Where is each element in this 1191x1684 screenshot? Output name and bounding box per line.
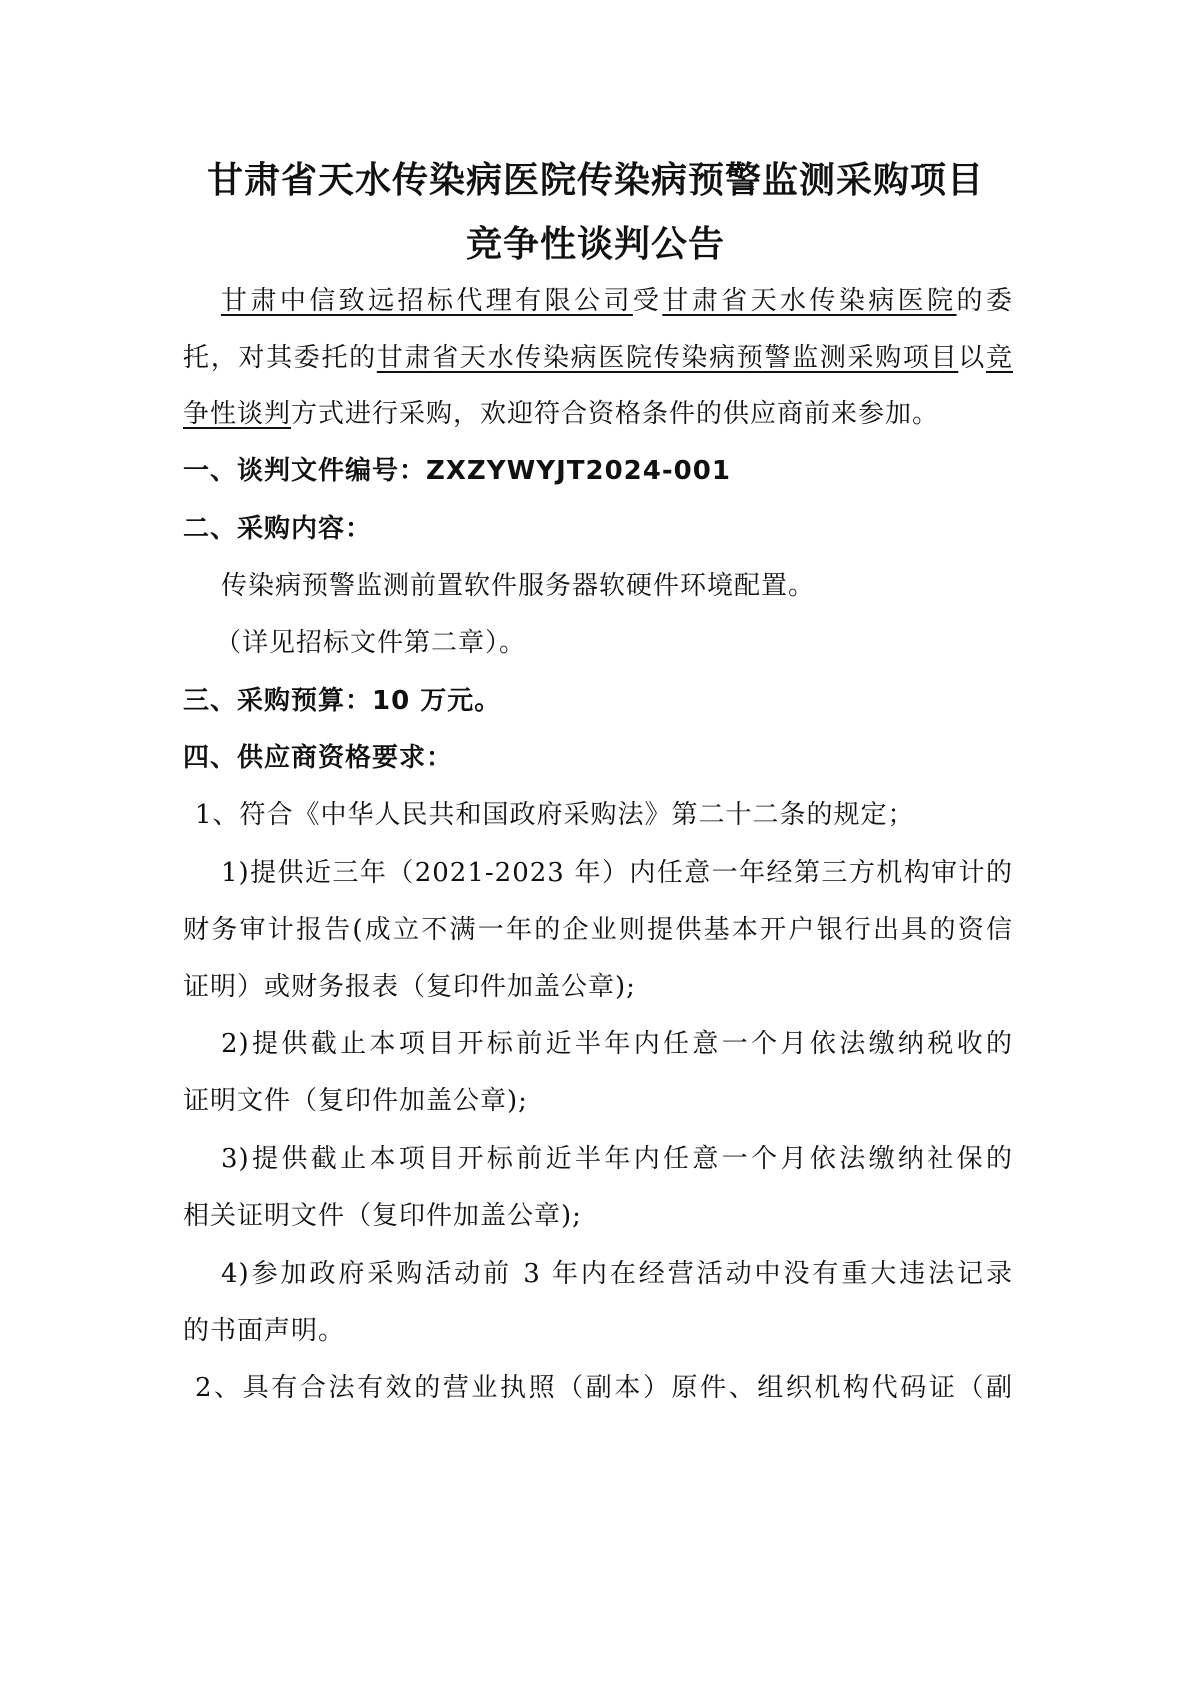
requirement-1-1-line1: 1)提供近三年（2021-2023 年）内任意一年经第三方机构审计的: [221, 858, 1013, 888]
requirement-1-1-line3: 证明）或财务报表（复印件加盖公章);: [183, 972, 636, 1002]
client-name: 甘肃省天水传染病医院: [662, 286, 957, 316]
requirement-1-3-line1: 3)提供截止本项目开标前近半年内任意一个月依法缴纳社保的: [221, 1144, 1013, 1174]
requirement-2: 2、具有合法有效的营业执照（副本）原件、组织机构代码证（副: [195, 1373, 1013, 1403]
requirement-1-4-line1: 4)参加政府采购活动前 3 年内在经营活动中没有重大违法记录: [221, 1259, 1013, 1289]
section-4-heading: 四、供应商资格要求：: [183, 743, 454, 773]
section-1-heading: 一、谈判文件编号：ZXZYWYJT2024-001: [183, 456, 731, 486]
agent-name: 甘肃中信致远招标代理有限公司: [221, 286, 633, 316]
section-3-heading: 三、采购预算：10 万元。: [183, 686, 502, 716]
document-title-line1: 甘肃省天水传染病医院传染病预警监测采购项目: [206, 160, 984, 201]
procurement-method: 竞: [985, 343, 1013, 373]
requirement-1-3-line2: 相关证明文件（复印件加盖公章);: [183, 1201, 582, 1231]
requirement-1-4-line2: 的书面声明。: [183, 1316, 346, 1346]
intro-line-2: 托，对其委托的甘肃省天水传染病医院传染病预警监测采购项目以竞: [183, 343, 1013, 373]
section-2-heading: 二、采购内容：: [183, 514, 373, 544]
requirement-1-2-line1: 2)提供截止本项目开标前近半年内任意一个月依法缴纳税收的: [221, 1029, 1013, 1059]
requirement-1: 1、符合《中华人民共和国政府采购法》第二十二条的规定；: [195, 800, 915, 830]
intro-line-1: 甘肃中信致远招标代理有限公司受甘肃省天水传染病医院的委: [221, 286, 1013, 316]
section-2-content: 传染病预警监测前置软件服务器软硬件环境配置。: [221, 571, 816, 601]
section-2-note: （详见招标文件第二章）。: [215, 628, 527, 658]
requirement-1-2-line2: 证明文件（复印件加盖公章);: [183, 1086, 528, 1116]
procurement-method-cont: 争性谈判: [183, 399, 292, 429]
intro-line-3: 争性谈判方式进行采购，欢迎符合资格条件的供应商前来参加。: [183, 399, 940, 429]
requirement-1-1-line2: 财务审计报告(成立不满一年的企业则提供基本开户银行出具的资信: [183, 915, 1013, 945]
document-title-line2: 竞争性谈判公告: [465, 224, 725, 265]
project-name: 甘肃省天水传染病医院传染病预警监测采购项目: [376, 343, 959, 373]
